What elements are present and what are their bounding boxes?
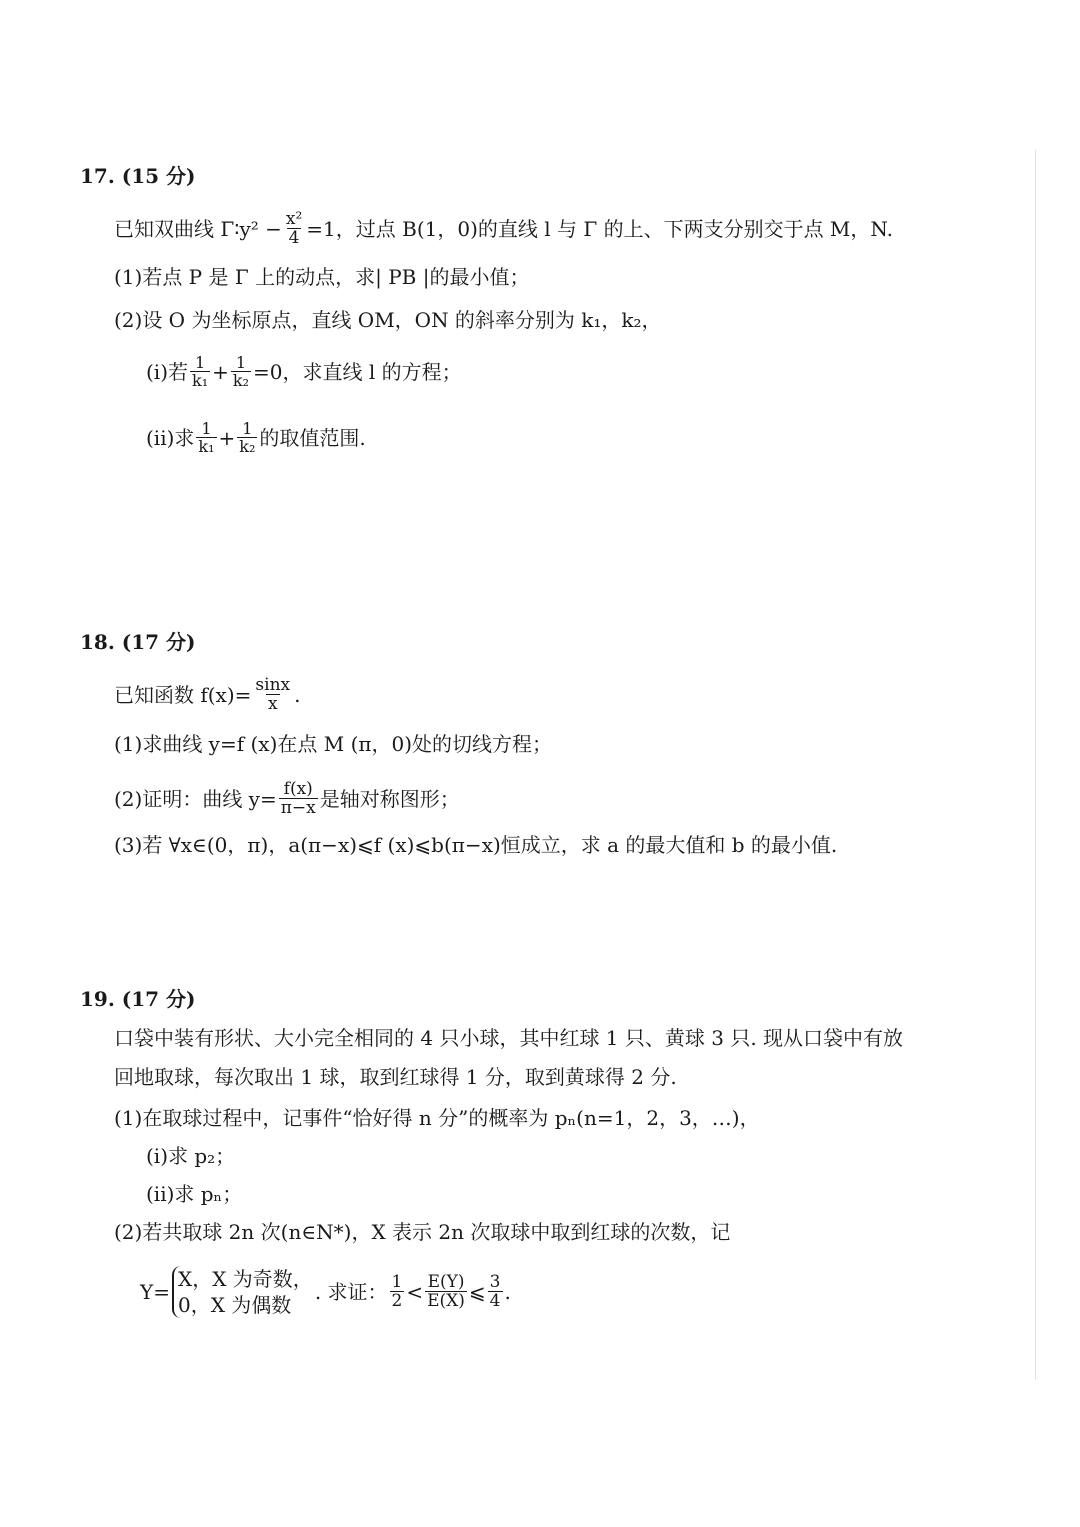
plus-sign: + xyxy=(212,359,229,384)
less-than-sign: < xyxy=(406,1279,424,1304)
frac-num: f(x) xyxy=(283,779,313,799)
q17-part2-i-text: =0，求直线 l 的方程； xyxy=(253,359,462,384)
q19-part1: (1)在取球过程中，记事件“恰好得 n 分”的概率为 pₙ(n=1，2，3，…)， xyxy=(114,1106,760,1130)
q17-stem-fraction xyxy=(284,210,304,247)
q18-stem-fraction xyxy=(253,676,292,713)
q19-y-lhs: Y= xyxy=(140,1279,170,1304)
frac-num: 1 xyxy=(391,1272,403,1292)
q19-part2: (2)若共取球 2n 次(n∈N*)，X 表示 2n 次取球中取到红球的次数，记 xyxy=(114,1220,731,1244)
q17-stem-part1: 已知双曲线 Γ∶y² − xyxy=(114,216,282,241)
q19-stem-line2: 回地取球，每次取出 1 球，取到红球得 1 分，取到黄球得 2 分. xyxy=(114,1065,677,1089)
q17-stem-part2: =1，过点 B(1，0)的直线 l 与 Γ 的上、下两支分别交于点 M，N. xyxy=(306,216,893,241)
q18-stem xyxy=(114,676,300,713)
frac-den: k₂ xyxy=(239,437,256,456)
q19-part1-ii: (ii)求 pₙ； xyxy=(146,1182,243,1206)
q19-case-even: 0，X 为偶数 xyxy=(177,1292,292,1317)
q17-part1: (1)若点 P 是 Γ 上的动点，求| PB |的最小值； xyxy=(114,265,530,289)
frac-num: E(Y) xyxy=(427,1272,465,1292)
q19-piecewise-line xyxy=(140,1262,511,1320)
frac-den: 2 xyxy=(391,1291,403,1311)
q17-part2-ii-frac2 xyxy=(237,420,257,455)
frac-den: 4 xyxy=(489,1291,501,1311)
less-equal-sign: ⩽ xyxy=(468,1279,486,1304)
q19-case-odd: X，X 为奇数， xyxy=(177,1266,313,1291)
q17-part2-i-frac2 xyxy=(231,354,251,389)
q17-part2: (2)设 O 为坐标原点，直线 OM，ON 的斜率分别为 k₁，k₂， xyxy=(114,308,662,332)
q17-part2-ii xyxy=(146,420,366,455)
q18-part2-fraction xyxy=(279,780,318,817)
frac-den: k₂ xyxy=(232,371,249,390)
frac-num: 3 xyxy=(489,1272,501,1292)
q17-part2-ii-frac1 xyxy=(196,420,216,455)
q19-end-period: . xyxy=(504,1279,511,1304)
q18-stem-part2: . xyxy=(294,682,301,707)
q18-part2-text: 是轴对称图形； xyxy=(319,786,460,811)
q17-stem-frac-den: 4 xyxy=(288,228,300,248)
q18-part2-label: (2)证明：曲线 y= xyxy=(114,786,277,811)
q17-stem-frac-num: x² xyxy=(285,209,303,229)
frac-den: E(X) xyxy=(427,1291,465,1311)
q17-part2-i-label: (i)若 xyxy=(146,359,189,384)
q17-header: 17. (15 分) xyxy=(80,164,196,188)
q18-stem-part1: 已知函数 f(x)= xyxy=(114,682,252,707)
q17-part2-i xyxy=(146,354,462,389)
q19-header: 19. (17 分) xyxy=(80,987,196,1011)
q17-part2-i-frac1 xyxy=(190,354,210,389)
q17-part2-ii-label: (ii)求 xyxy=(146,425,195,450)
q18-part2 xyxy=(114,780,460,817)
frac-den: k₁ xyxy=(198,437,215,456)
frac-num: sinx xyxy=(255,675,291,695)
q19-ineq-frac-half xyxy=(390,1273,405,1310)
q19-ineq-frac-three-quarters xyxy=(488,1273,503,1310)
q19-part1-i: (i)求 p₂； xyxy=(146,1144,236,1168)
q19-piecewise-brace xyxy=(172,1266,315,1318)
frac-den: π−x xyxy=(280,798,316,818)
frac-num: 1 xyxy=(235,353,247,372)
frac-num: 1 xyxy=(242,419,253,438)
frac-num: 1 xyxy=(201,419,212,438)
frac-den: x xyxy=(267,694,278,714)
frac-num: 1 xyxy=(194,353,206,372)
plus-sign: + xyxy=(218,425,236,450)
q19-stem-line1: 口袋中装有形状、大小完全相同的 4 只小球，其中红球 1 只、黄球 3 只. 现从口袋中有放 xyxy=(114,1026,904,1050)
q18-header: 18. (17 分) xyxy=(80,630,196,654)
q18-part1: (1)求曲线 y=f (x)在点 M (π，0)处的切线方程； xyxy=(114,732,553,756)
q19-prove-label: . 求证： xyxy=(314,1279,388,1304)
q17-stem xyxy=(114,210,893,247)
scan-edge-line xyxy=(1035,150,1036,1380)
q17-part2-ii-text: 的取值范围. xyxy=(259,425,366,450)
q18-part3: (3)若 ∀x∈(0，π)，a(π−x)⩽f (x)⩽b(π−x)恒成立，求 a 的最大值和 b 的最小值. xyxy=(114,833,838,857)
q19-ineq-frac-expectation xyxy=(425,1273,467,1310)
frac-den: k₁ xyxy=(192,371,209,390)
